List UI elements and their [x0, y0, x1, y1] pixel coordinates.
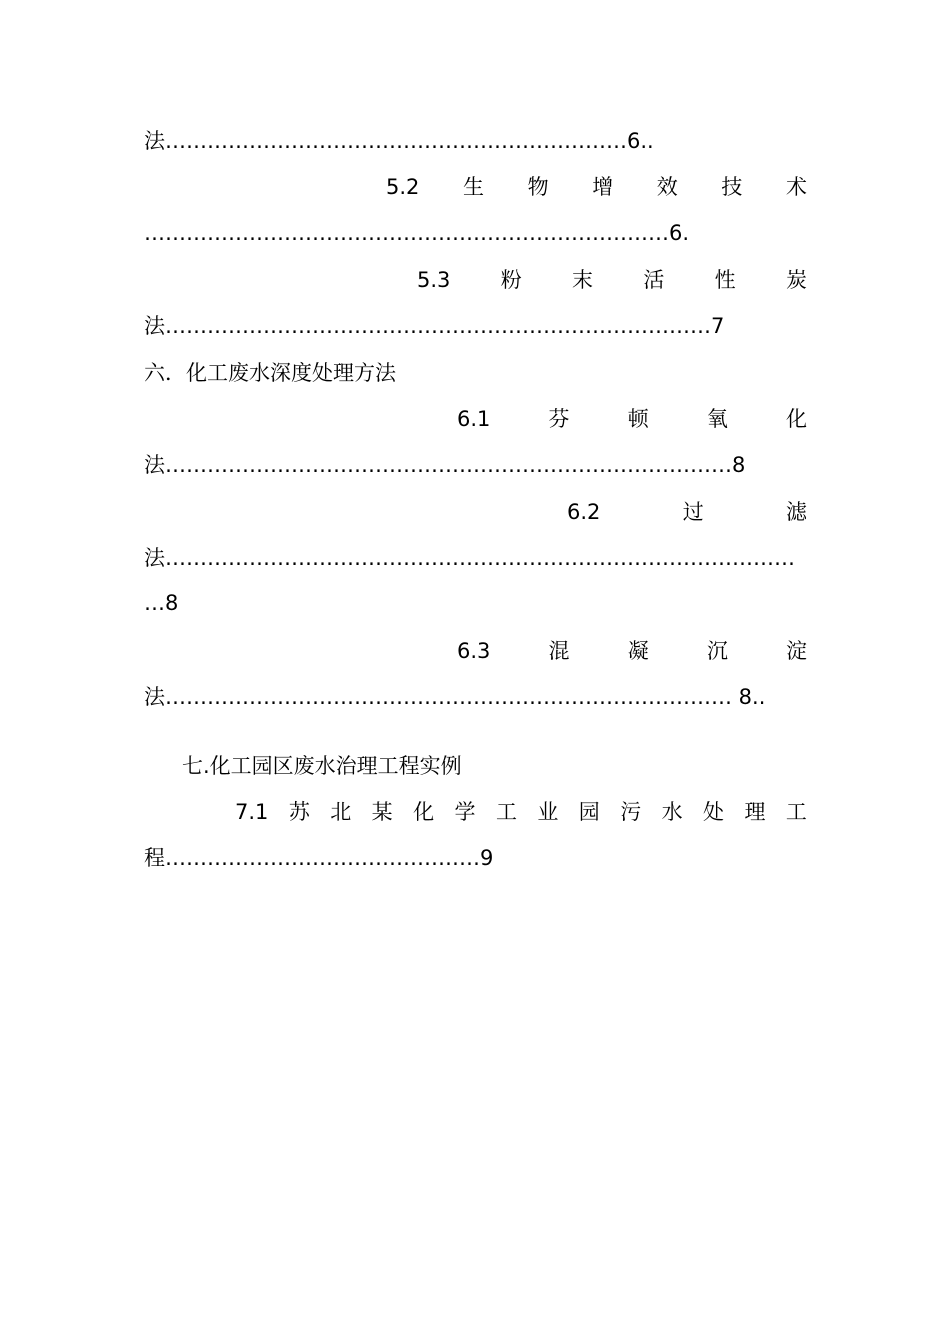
- toc-char: 工: [785, 800, 807, 824]
- toc-entry-6-1: [457, 404, 807, 434]
- toc-char: 理: [744, 800, 766, 824]
- toc-leader-6-2: 法………………………………………………………………………………: [144, 546, 795, 570]
- toc-char: 技: [721, 175, 743, 199]
- toc-char: 凝: [627, 639, 649, 663]
- toc-char: 末: [572, 268, 594, 292]
- toc-line-method-cont: 法…………………………………………………………6..: [144, 129, 654, 153]
- toc-char: 园: [578, 800, 600, 824]
- toc-char: 性: [714, 268, 736, 292]
- toc-char: 学: [454, 800, 476, 824]
- toc-char: 苏: [288, 800, 310, 824]
- toc-char: 北: [330, 800, 352, 824]
- toc-number: 6.3: [457, 639, 491, 663]
- toc-number: 5.3: [417, 268, 451, 292]
- toc-char: 活: [643, 268, 665, 292]
- toc-char: 化: [413, 800, 435, 824]
- toc-char: 化: [785, 407, 807, 431]
- toc-char: 生: [463, 175, 484, 199]
- toc-char: 沉: [706, 639, 728, 663]
- toc-char: 滤: [786, 500, 807, 524]
- toc-char: 氧: [706, 407, 728, 431]
- toc-char: 某: [371, 800, 393, 824]
- toc-number: 5.2: [386, 175, 420, 199]
- toc-char: 业: [537, 800, 559, 824]
- toc-entry-5-3: [417, 265, 807, 295]
- toc-number: 6.1: [457, 407, 491, 431]
- toc-entry-7-1: [235, 797, 807, 827]
- toc-entry-5-2: [386, 172, 807, 202]
- toc-leader-5-3: 法……………………………………………………………………7: [144, 314, 725, 338]
- toc-number: 6.2: [567, 500, 601, 524]
- toc-char: 增: [592, 175, 614, 199]
- toc-char: 物: [527, 175, 549, 199]
- toc-char: 术: [785, 175, 807, 199]
- toc-char: 淀: [785, 639, 807, 663]
- toc-char: 效: [656, 175, 678, 199]
- toc-leader-7-1: 程………………………………………9: [144, 846, 494, 870]
- toc-char: 工: [495, 800, 517, 824]
- toc-char: 混: [548, 639, 570, 663]
- toc-char: 芬: [548, 407, 570, 431]
- toc-char: 过: [682, 500, 704, 524]
- toc-number: 7.1: [235, 800, 269, 824]
- toc-char: 处: [703, 800, 725, 824]
- toc-section-6-heading: 六．化工废水深度处理方法: [144, 361, 396, 385]
- toc-char: 炭: [785, 268, 807, 292]
- toc-char: 粉: [500, 268, 522, 292]
- toc-leader-5-2: …………………………………………………………………6.: [144, 221, 690, 245]
- toc-entry-6-3: [457, 636, 807, 666]
- toc-char: 水: [661, 800, 683, 824]
- toc-char: 顿: [627, 407, 649, 431]
- toc-leader-6-3: 法……………………………………………………………………… 8..: [144, 685, 766, 709]
- toc-section-7-heading: 七.化工园区废水治理工程实例: [182, 754, 462, 778]
- toc-char: 污: [620, 800, 642, 824]
- toc-entry-6-2: [567, 497, 807, 527]
- toc-leader-6-2-page: …8: [144, 591, 179, 615]
- toc-leader-6-1: 法………………………………………………………………………8: [144, 453, 746, 477]
